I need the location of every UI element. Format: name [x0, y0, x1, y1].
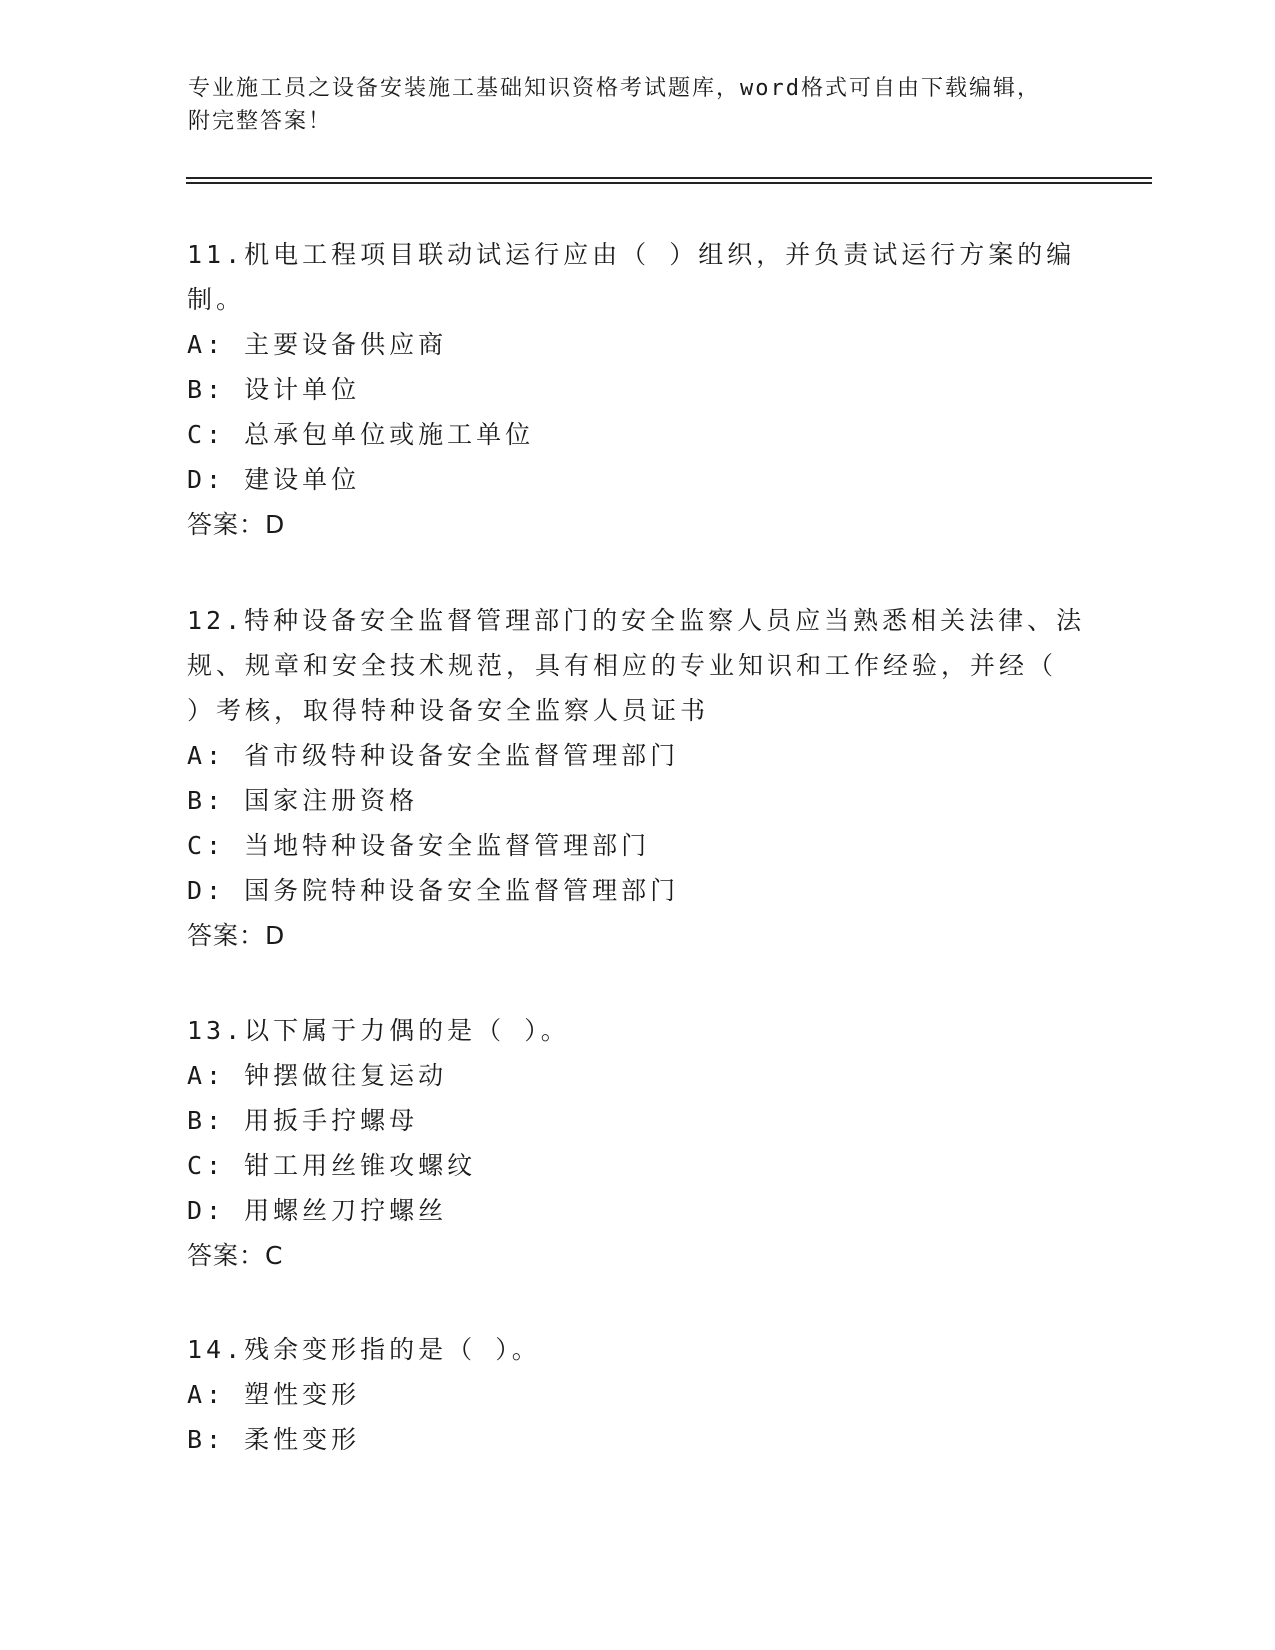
question-11	[187, 232, 1087, 547]
answer-line: 答案：C	[187, 1241, 284, 1270]
question-stem-line: 规、规章和安全技术规范，具有相应的专业知识和工作经验，并经（	[187, 651, 1058, 680]
question-14	[187, 1327, 1087, 1462]
option-a: A: 主要设备供应商	[187, 330, 448, 359]
document-header	[188, 72, 1068, 138]
option-b: B: 用扳手拧螺母	[187, 1106, 419, 1135]
header-line-2: 附完整答案！	[188, 109, 333, 134]
option-d: D: 用螺丝刀拧螺丝	[187, 1196, 448, 1225]
header-divider-bottom	[186, 182, 1152, 184]
header-line-1: 专业施工员之设备安装施工基础知识资格考试题库，word格式可自由下载编辑，	[188, 76, 1041, 101]
option-d: D: 建设单位	[187, 465, 361, 494]
option-b: B: 柔性变形	[187, 1425, 361, 1454]
option-d: D: 国务院特种设备安全监督管理部门	[187, 876, 680, 905]
option-b: B: 设计单位	[187, 375, 361, 404]
question-stem-line: 13.以下属于力偶的是（ ）。	[187, 1016, 570, 1045]
question-12	[187, 598, 1087, 958]
header-divider-top	[186, 177, 1152, 179]
option-a: A: 塑性变形	[187, 1380, 361, 1409]
answer-line: 答案：D	[187, 510, 286, 539]
question-stem-line: 12.特种设备安全监督管理部门的安全监察人员应当熟悉相关法律、法	[187, 606, 1086, 635]
question-13	[187, 1008, 1087, 1278]
question-stem-line: ）考核，取得特种设备安全监察人员证书	[187, 696, 710, 725]
question-stem-line: 11.机电工程项目联动试运行应由（ ）组织，并负责试运行方案的编	[187, 240, 1076, 269]
question-stem-line: 14.残余变形指的是（ ）。	[187, 1335, 541, 1364]
option-a: A: 钟摆做往复运动	[187, 1061, 448, 1090]
option-c: C: 钳工用丝锥攻螺纹	[187, 1151, 477, 1180]
answer-line: 答案：D	[187, 921, 286, 950]
option-b: B: 国家注册资格	[187, 786, 419, 815]
question-stem-line: 制。	[187, 285, 246, 314]
option-c: C: 当地特种设备安全监督管理部门	[187, 831, 651, 860]
option-a: A: 省市级特种设备安全监督管理部门	[187, 741, 680, 770]
option-c: C: 总承包单位或施工单位	[187, 420, 535, 449]
